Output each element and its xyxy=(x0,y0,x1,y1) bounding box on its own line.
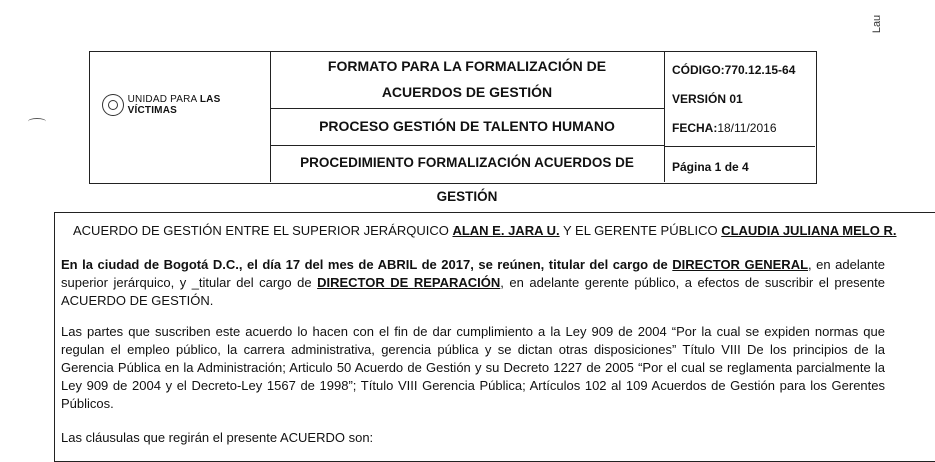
meta-divider xyxy=(664,146,815,147)
form-title-line1: FORMATO PARA LA FORMALIZACIÓN DE xyxy=(327,58,607,74)
seal-icon xyxy=(102,94,124,116)
role-director-general: DIRECTOR GENERAL xyxy=(672,257,809,272)
document-date: FECHA:18/11/2016 xyxy=(672,121,777,135)
header-meta-column xyxy=(664,52,815,182)
manager-name: CLAUDIA JULIANA MELO R. xyxy=(721,223,897,238)
handwritten-initials: Lau xyxy=(871,14,884,34)
process-name: PROCESO GESTIÓN DE TALENTO HUMANO xyxy=(270,108,664,146)
document-code: CÓDIGO:770.12.15-64 xyxy=(672,63,796,77)
logo-text: UNIDAD PARA LAS VÍCTIMAS xyxy=(127,94,221,116)
form-title xyxy=(270,52,664,109)
agreement-heading: ACUERDO DE GESTIÓN ENTRE EL SUPERIOR JERÁRQUICO ALAN E. JARA U. Y EL GERENTE PÚBLICO CLAUDIA JULIANA MELO R. xyxy=(73,223,897,238)
header-title-column xyxy=(270,52,665,204)
agreement-body xyxy=(54,212,935,462)
paragraph-clauses-intro: Las cláusulas que regirán el presente ACUERDO son: xyxy=(61,430,374,445)
page-number: Página 1 de 4 xyxy=(672,160,749,174)
paragraph-legal-basis: Las partes que suscriben este acuerdo lo hacen con el fin de dar cumplimiento a la Ley 909 de 2004 “Por la cual se expiden normas que regulan el empleo público, la carrera administrativa, gerencia pública y se dictan otras disposiciones” Título VIII De los principios de la Gerencia Pública en la Administración; Articulo 50 Acuerdo de Gestión y su Decreto 1227 de 2005 “Por el cual se reglamenta parcialmente la Ley 909 de 2004 y el Decreto-Ley 1567 de 1998”; Título VIII Gerencia Pública; Artículos 102 al 109 Acuerdos de Gestión para los Gerentes Públicos. xyxy=(61,324,885,411)
document-version: VERSIÓN 01 xyxy=(672,92,743,106)
form-title-line2: ACUERDOS DE GESTIÓN xyxy=(381,84,553,100)
procedure-name: PROCEDIMIENTO FORMALIZACIÓN ACUERDOS DE GESTIÓN xyxy=(300,155,634,204)
margin-mark xyxy=(28,118,46,125)
unidad-victimas-logo xyxy=(102,94,270,116)
logo-cell xyxy=(90,52,271,182)
paragraph-parties: En la ciudad de Bogotá D.C., el día 17 del mes de ABRIL de 2017, se reúnen, titular del cargo de DIRECTOR GENERAL, en adelante superior jerárquico, y _titular del cargo de DIRECTOR DE REPARACIÓN, en adelante gerente público, a efectos de suscribir el presente ACUERDO DE GESTIÓN. xyxy=(61,257,886,308)
document-header-table xyxy=(89,51,817,204)
superior-name: ALAN E. JARA U. xyxy=(452,223,560,238)
role-director-reparacion: DIRECTOR DE REPARACIÓN xyxy=(317,275,501,290)
